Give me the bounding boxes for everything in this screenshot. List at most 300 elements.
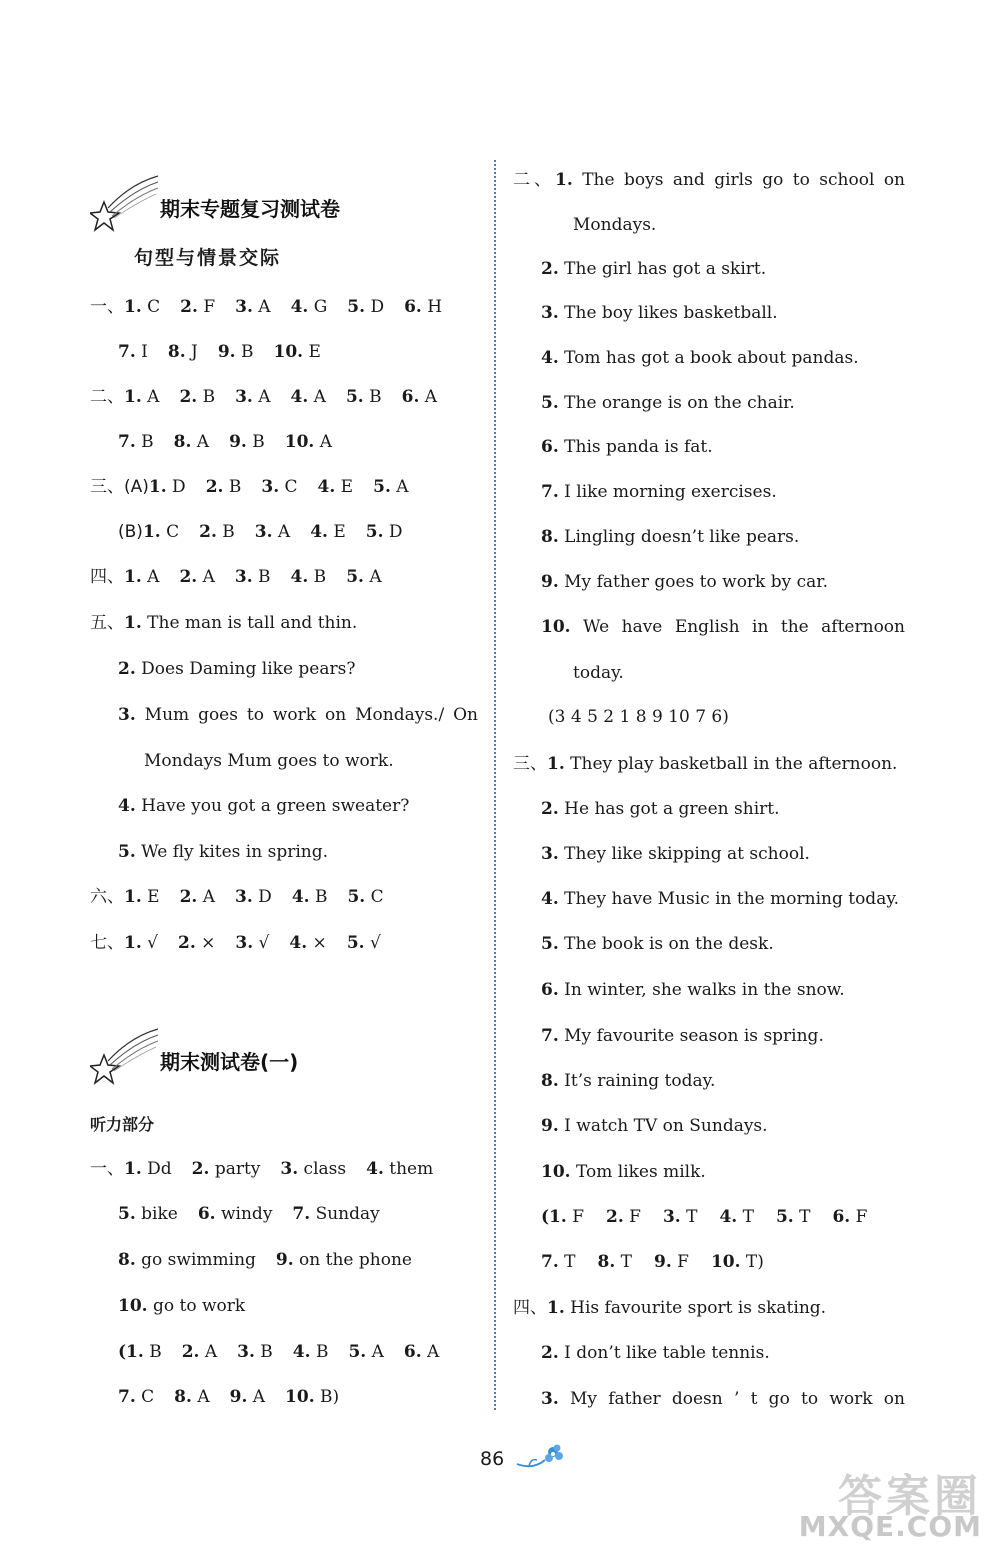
answer-line [90,296,442,318]
answer-line [90,476,409,498]
item-number: 2. [191,1159,210,1179]
item-text: He has got a green shirt. [558,799,780,819]
item-number: 2. [179,887,198,907]
item-number: 8. [173,432,192,452]
section-2-title: 期末测试卷(一) [160,1050,299,1074]
answer-item [261,477,297,497]
item-text: B [235,342,254,362]
answer-item [318,477,354,497]
item-text: A [390,477,409,497]
item-number: 10. [710,1252,741,1272]
answer-line [541,392,795,414]
item-number: 5. [373,477,391,497]
item-text: We have English in the afternoon [570,617,905,637]
answer-item [198,1204,273,1224]
answer-item [118,842,328,862]
item-text: A [366,1342,384,1362]
item-number: 1. [547,754,565,774]
answer-item [235,567,271,587]
item-number: 3. [662,1207,681,1227]
item-text: The man is tall and thin. [141,613,358,633]
answer-item [229,432,265,452]
item-number: 10. [541,1162,571,1182]
answer-item [541,1343,770,1363]
watermark: 答案圈 MXQE.COM [798,1471,982,1543]
answer-item [118,705,478,725]
answer-item [541,889,899,909]
answer-line [541,347,859,369]
item-text: F [623,1207,641,1227]
section-1-title: 期末专题复习测试卷 [160,197,340,221]
answer-item [346,567,381,587]
item-number: 9. [229,432,247,452]
item-number: 6. [403,1342,422,1362]
item-number: 1. [142,522,161,542]
question-group-marker: 五、 [90,613,124,633]
item-text: D [383,522,403,542]
item-text: F [850,1207,868,1227]
answer-item [179,387,215,407]
answer-line [541,571,828,593]
item-number: 7. [541,1252,559,1272]
answer-item [366,522,403,542]
answer-line [541,979,845,1001]
answer-line [541,888,899,910]
answer-item [118,1387,154,1407]
answer-line [541,302,778,324]
item-text: A [314,432,333,452]
answer-line [513,169,905,191]
item-number: 4. [289,933,308,953]
item-number: 3. [234,567,253,587]
item-text: In winter, she walks in the snow. [558,980,845,1000]
answer-item [118,796,409,816]
answer-item [292,887,328,907]
item-number: 9. [229,1387,248,1407]
item-text: They have Music in the morning today. [558,889,900,909]
item-text: The boys and girls go to school on [572,170,905,190]
answer-item [404,297,442,317]
answer-item [555,170,905,190]
item-number: 6. [401,387,420,407]
item-number: 5. [118,1204,136,1224]
item-number: 3. [541,303,559,323]
item-number: 8. [174,1387,192,1407]
answer-item [541,799,780,819]
answer-item [285,432,332,452]
answer-item [280,1159,346,1179]
answer-item [663,1207,698,1227]
answer-item [541,393,795,413]
item-number: 2. [178,933,196,953]
item-text: today. [573,663,624,683]
answer-item [149,477,186,497]
answer-line [513,753,897,775]
item-text: This panda is fat. [558,437,713,457]
item-number: 4. [290,567,309,587]
answer-line [541,933,774,955]
item-text: I [135,342,148,362]
item-text: T [615,1252,632,1272]
item-number: 10. [541,617,571,637]
item-number: 2. [179,567,198,587]
answer-item [719,1207,754,1227]
item-number: 5. [348,1342,367,1362]
item-number: 2. [118,659,136,679]
answer-line [90,1158,433,1180]
answer-item [143,522,179,542]
answer-item [230,1387,265,1407]
item-number: 2. [541,259,559,279]
item-text: A [141,387,160,407]
answer-item [541,527,799,547]
item-number: 3. [235,387,253,407]
answer-item [118,659,355,679]
answer-item [291,297,328,317]
item-text: A [421,1342,440,1362]
item-number: 5. [347,887,366,907]
item-text: √ [253,933,270,953]
answer-item [541,1116,768,1136]
item-text: His favourite sport is skating. [564,1298,827,1318]
answer-line [90,886,384,908]
answer-item [174,1387,209,1407]
item-number: 7. [541,1026,559,1046]
answer-line [118,841,328,863]
answer-item [347,933,381,953]
answer-item [291,567,327,587]
answer-item [573,663,624,683]
item-text: Tom has got a book about pandas. [558,348,859,368]
answer-item [373,477,408,497]
item-text: Sunday [310,1204,380,1224]
item-text: T [680,1207,698,1227]
item-number: 6. [541,980,559,1000]
answer-item [832,1207,867,1227]
answer-line [573,214,656,236]
item-text: D [365,297,385,317]
item-number: 7. [118,342,136,362]
answer-item [274,342,321,362]
item-number: 5. [347,297,366,317]
item-text: The girl has got a skirt. [558,259,767,279]
answer-item [541,1071,715,1091]
item-number: 2. [205,477,224,497]
item-text: E [141,887,160,907]
item-text: go to work [147,1296,246,1316]
answer-item [180,887,215,907]
question-group-marker: 二、 [90,387,124,407]
item-number: 8. [541,527,559,547]
answer-line [118,431,332,453]
answer-item [547,754,897,774]
question-group-marker: 三、 [513,754,547,774]
item-number: 8. [118,1250,136,1270]
item-text: I don’t like table tennis. [558,1343,770,1363]
item-text: party [209,1159,261,1179]
item-text: T [737,1207,754,1227]
answer-item [192,1159,261,1179]
item-number: 2. [606,1207,624,1227]
answer-line [90,612,357,634]
item-text: Lingling doesn’t like pears. [558,527,800,547]
item-number: 3. [237,1342,255,1362]
item-text: A [247,1387,266,1407]
item-number: 4. [719,1207,738,1227]
answer-item [541,1207,584,1227]
item-number: 3. [541,844,559,864]
item-text: bike [135,1204,178,1224]
item-number: 8. [167,342,186,362]
answer-line [118,1203,380,1225]
item-number: 9. [541,572,559,592]
answer-item [541,617,905,637]
item-text: A [197,887,216,907]
item-number: 2. [541,799,559,819]
answer-line [541,843,810,865]
item-number: (1. [118,1342,144,1362]
item-number: 3. [235,933,254,953]
answer-item [541,259,766,279]
item-text: C [279,477,298,497]
item-number: 4. [541,348,559,368]
item-number: 5. [541,934,559,954]
answer-line [541,1388,905,1410]
answer-line [118,1341,439,1363]
answer-item [573,215,656,235]
item-number: 1. [547,1298,565,1318]
item-number: 9. [217,342,236,362]
answer-item [347,297,384,317]
item-number: 5. [775,1207,794,1227]
item-text: I watch TV on Sundays. [558,1116,768,1136]
answer-line [541,258,766,280]
answer-item [347,887,383,907]
item-text: B [309,887,328,907]
item-number: 2. [199,522,217,542]
item-text: D [252,887,272,907]
item-text: × [307,933,327,953]
answer-item [606,1207,641,1227]
item-number: 6. [197,1204,216,1224]
answer-item [118,432,154,452]
answer-line [541,1115,768,1137]
answer-item [291,387,326,407]
answer-line [541,798,780,820]
item-number: 5. [346,933,365,953]
answer-item [199,522,235,542]
listening-part-label: 听力部分 [90,1115,155,1134]
question-group-marker: 一、 [90,297,124,317]
answer-item [174,432,209,452]
item-text: My father goes to work by car. [558,572,828,592]
item-text: C [135,1387,155,1407]
answer-line [541,1025,824,1047]
answer-line [541,1070,715,1092]
answer-item [541,482,777,502]
item-text: E [303,342,321,362]
item-text: B [143,1342,162,1362]
answer-line [118,795,409,817]
answer-line [541,481,777,503]
answer-item [124,1159,172,1179]
item-text: A [191,1387,210,1407]
answer-line [118,1249,412,1271]
item-text: Mum goes to work on Mondays./ On [135,705,478,725]
answer-item [124,567,159,587]
item-text: My favourite season is spring. [558,1026,824,1046]
answer-item [541,437,713,457]
answer-line [573,662,624,684]
answer-item [541,980,845,1000]
answer-item [541,348,859,368]
item-text: them [383,1159,434,1179]
item-number: 5. [346,567,364,587]
item-text: The orange is on the chair. [558,393,795,413]
item-number: 10. [118,1296,148,1316]
answer-line [118,1386,339,1408]
answer-item [402,387,437,407]
item-number: 10. [284,432,315,452]
answer-line [118,521,403,543]
answer-line [541,1342,770,1364]
answer-item [541,303,778,323]
answer-item [598,1252,633,1272]
answer-item [206,477,242,497]
item-number: 7. [118,1387,136,1407]
item-text: T [793,1207,811,1227]
item-number: 3. [261,477,280,497]
answer-item [541,1252,576,1272]
item-text: B [135,432,154,452]
answer-item [118,1204,178,1224]
item-number: 5. [541,393,559,413]
item-text: class [298,1159,347,1179]
answer-item [118,342,148,362]
item-number: 4. [290,297,309,317]
answer-line [541,526,799,548]
answer-item [124,613,357,633]
item-number: (1. [541,1207,567,1227]
answer-line [548,706,729,728]
answer-line [118,704,478,726]
item-text: Does Daming like pears? [135,659,356,679]
item-number: 6. [832,1207,851,1227]
answer-line [90,386,437,408]
answer-item [711,1252,764,1272]
item-text: They like skipping at school. [558,844,810,864]
item-text: C [141,297,161,317]
answer-item [348,1342,383,1362]
item-number: 8. [541,1071,559,1091]
item-text: B [310,1342,329,1362]
page-number: 86 [480,1448,505,1470]
item-text: J [185,342,198,362]
item-number: 4. [291,887,310,907]
item-text: Mondays Mum goes to work. [144,751,394,771]
question-group-marker: 一、 [90,1159,124,1179]
question-group-marker: 二、 [513,170,556,190]
item-text: G [308,297,328,317]
item-text: A [308,387,326,407]
item-text: F [197,297,216,317]
item-number: 3. [235,887,253,907]
answer-item [144,751,394,771]
answer-item [237,1342,273,1362]
item-number: 9. [275,1250,294,1270]
answer-item [541,1162,706,1182]
answer-item [124,387,159,407]
answer-line [541,1206,867,1228]
item-number: 8. [597,1252,616,1272]
answer-item [310,522,346,542]
item-text: A [141,567,160,587]
item-text: B [254,1342,273,1362]
answer-item [255,522,290,542]
item-number: 4. [541,889,559,909]
section-1-header [90,172,340,232]
item-text: We fly kites in spring. [135,842,329,862]
answer-item [118,1342,162,1362]
item-text: T [558,1252,576,1272]
item-text: B [223,477,242,497]
answer-item [179,567,214,587]
item-text: B [216,522,235,542]
item-number: 2. [181,1342,200,1362]
item-text: C [365,887,384,907]
item-number: 4. [292,1342,311,1362]
item-number: 4. [317,477,336,497]
answer-item [293,1342,329,1362]
answer-line [541,1161,706,1183]
answer-line [118,341,321,363]
item-number: 2. [180,297,198,317]
answer-item [235,387,270,407]
item-text: windy [215,1204,273,1224]
item-text: go swimming [135,1250,256,1270]
item-text: A [199,1342,218,1362]
answer-item [276,1250,412,1270]
question-group-marker: 三、(A) [90,477,149,497]
item-number: 3. [280,1159,299,1179]
answer-item [124,887,160,907]
item-number: 5. [365,522,384,542]
item-text: The book is on the desk. [558,934,774,954]
item-text: A [419,387,438,407]
item-number: 1. [555,170,573,190]
answer-item [168,342,198,362]
item-number: 2. [541,1343,559,1363]
answer-item [124,933,158,953]
answer-item [541,1026,824,1046]
item-number: 9. [541,1116,559,1136]
item-number: 4. [118,796,136,816]
item-text: A [191,432,210,452]
answer-item [548,707,729,727]
answer-item [654,1252,689,1272]
answer-item [218,342,254,362]
item-number: 10. [273,342,304,362]
item-text: √ [364,933,381,953]
item-text: T) [740,1252,764,1272]
answer-item [404,1342,439,1362]
answer-line [541,1251,764,1273]
item-number: 3. [235,297,253,317]
answer-item [547,1298,826,1318]
answer-item [180,297,215,317]
shooting-star-icon [90,172,160,232]
question-group-marker: 六、 [90,887,124,907]
